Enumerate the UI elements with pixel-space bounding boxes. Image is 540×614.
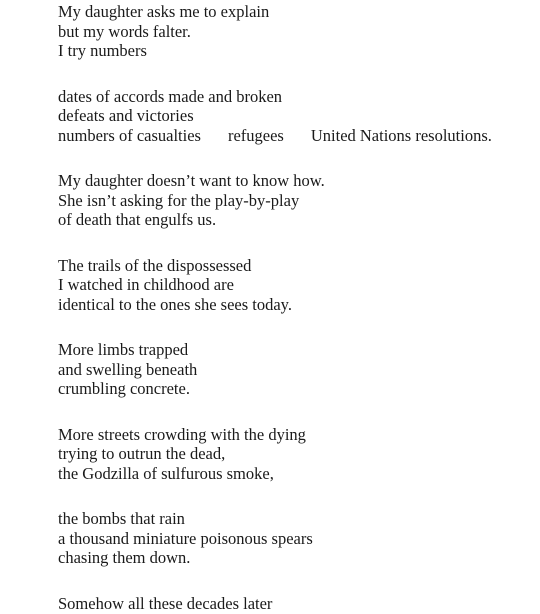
stanza-2 xyxy=(58,87,492,146)
poem-line: I try numbers xyxy=(58,41,147,60)
stanza-3 xyxy=(58,171,492,230)
poem-line-part: numbers of casualties xyxy=(58,125,201,145)
stanza-1 xyxy=(58,2,492,61)
poem-line: The trails of the dispossessed xyxy=(58,255,252,275)
poem-line: More limbs trapped xyxy=(58,340,189,359)
poem-line: defeats and victories xyxy=(58,106,194,125)
poem-line-spaced xyxy=(58,126,492,146)
poem-line: and swelling beneath xyxy=(58,359,198,379)
poem-line-part: refugees xyxy=(227,125,284,145)
stanza-5 xyxy=(58,340,492,399)
poem-line: My daughter doesn’t want to know how. xyxy=(58,171,325,190)
stanza-4 xyxy=(58,256,492,315)
poem-line: of death that engulfs us. xyxy=(58,210,217,229)
poem-line: chasing them down. xyxy=(58,548,191,567)
poem-text xyxy=(58,2,492,614)
poem-line: I watched in childhood are xyxy=(58,275,234,294)
poem-line: Somehow all these decades later xyxy=(58,593,273,613)
poem-line: identical to the ones she sees today. xyxy=(58,294,292,314)
poem-line: My daughter asks me to explain xyxy=(58,2,270,21)
poem-line: dates of accords made and broken xyxy=(58,86,283,106)
poem-line: She isn’t asking for the play-by-play xyxy=(58,190,300,210)
stanza-6 xyxy=(58,425,492,484)
stanza-7 xyxy=(58,509,492,568)
poem-line: the bombs that rain xyxy=(58,509,185,528)
stanza-8 xyxy=(58,594,492,614)
poem-line: crumbling concrete. xyxy=(58,379,190,398)
poem-line: but my words falter. xyxy=(58,21,191,41)
poem-line: More streets crowding with the dying xyxy=(58,424,306,444)
poem-line: trying to outrun the dead, xyxy=(58,444,226,463)
poem-line: a thousand miniature poisonous spears xyxy=(58,528,313,548)
poem-line: the Godzilla of sulfurous smoke, xyxy=(58,463,274,483)
poem-line-part: United Nations resolutions. xyxy=(310,125,492,145)
